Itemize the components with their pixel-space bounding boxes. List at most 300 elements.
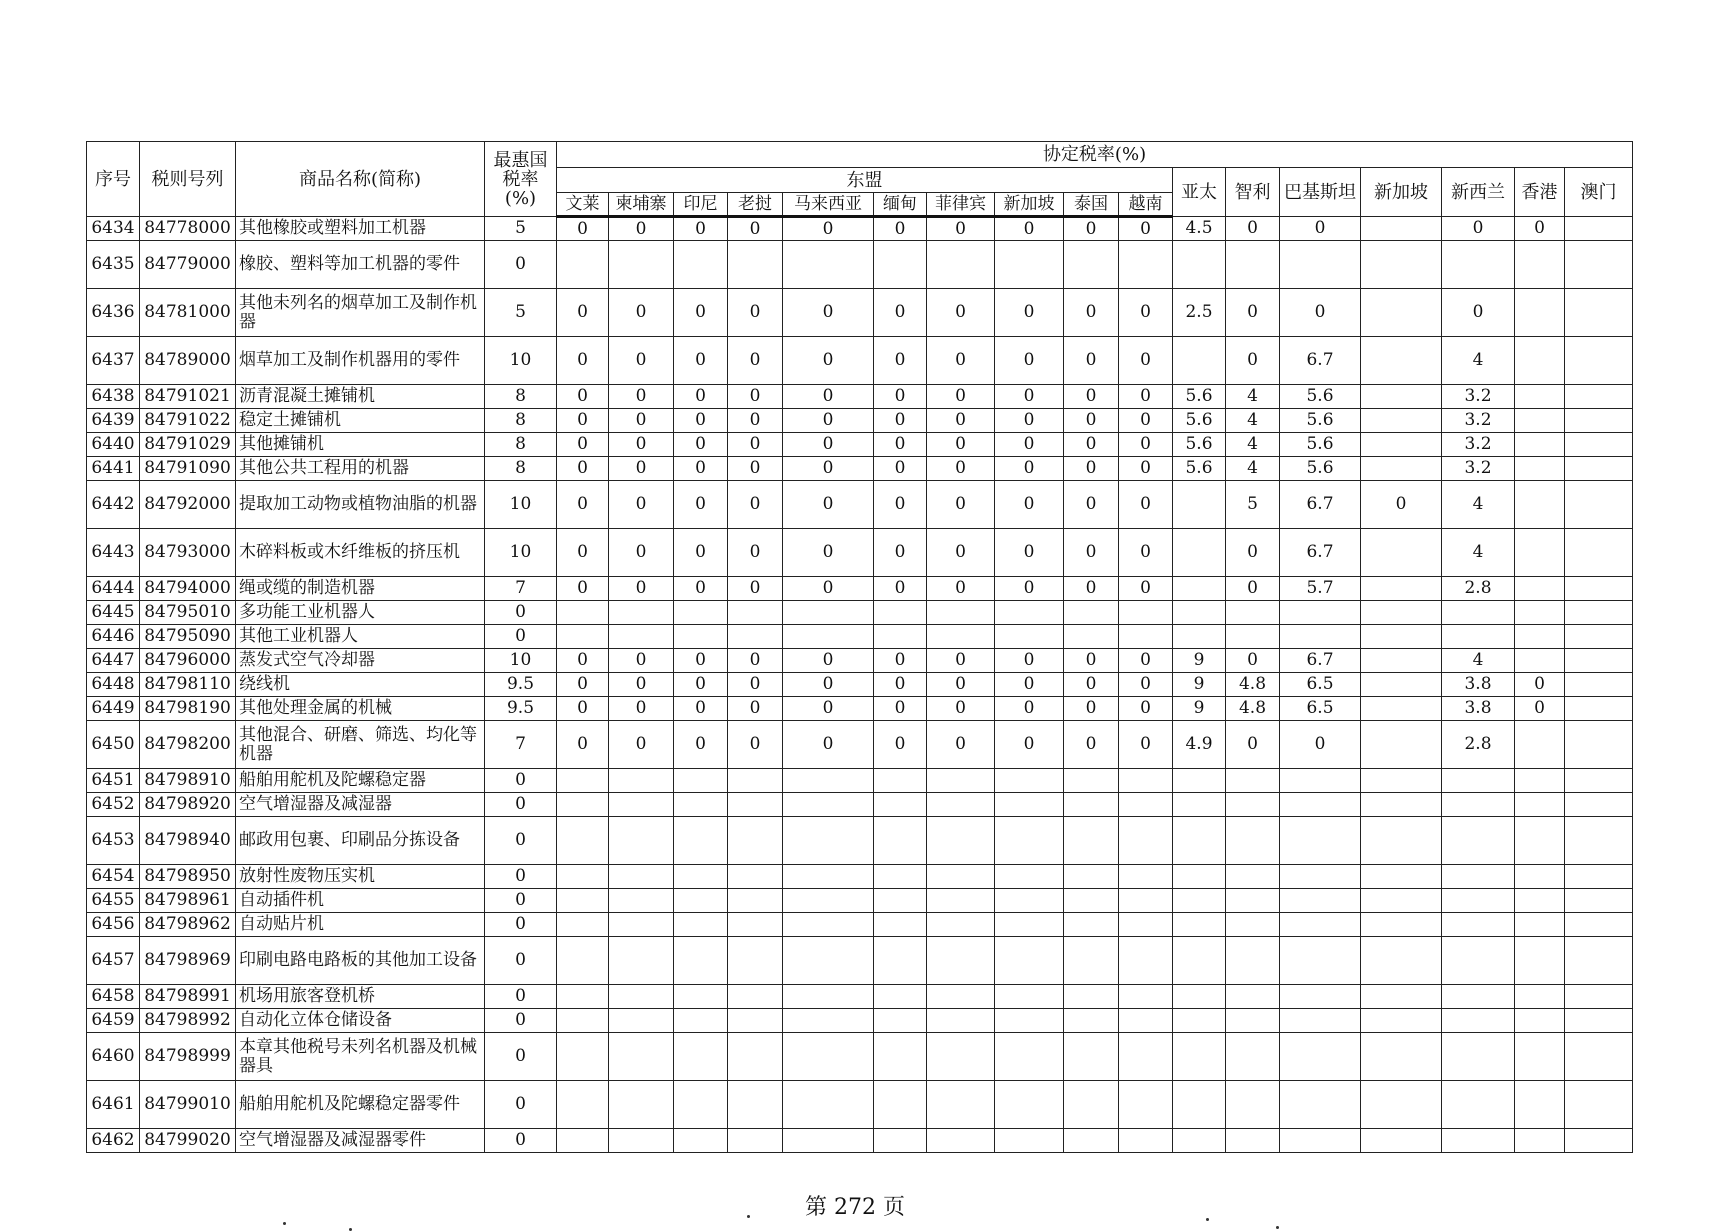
cell-rate-asean-malaysia	[783, 625, 874, 649]
table-row	[87, 1009, 1633, 1033]
cell-mfn: 0	[485, 793, 557, 817]
cell-seq: 6459	[87, 1009, 140, 1033]
cell-rate-new-zealand	[1442, 1033, 1515, 1081]
cell-rate-asean-indonesia	[674, 1033, 728, 1081]
cell-rate-macau	[1565, 793, 1633, 817]
cell-rate-new-zealand	[1442, 1129, 1515, 1153]
cell-rate-asean-philippines: 0	[927, 649, 995, 673]
cell-code: 84778000	[140, 217, 236, 241]
cell-rate-asean-cambodia: 0	[609, 385, 674, 409]
cell-rate-apta	[1173, 601, 1226, 625]
cell-seq: 6455	[87, 889, 140, 913]
cell-rate-singapore	[1361, 457, 1442, 481]
cell-rate-asean-vietnam	[1119, 889, 1173, 913]
cell-rate-asean-laos	[728, 625, 783, 649]
cell-rate-asean-philippines	[927, 1009, 995, 1033]
cell-rate-apta: 9	[1173, 673, 1226, 697]
cell-rate-asean-myanmar	[874, 817, 927, 865]
cell-rate-macau	[1565, 409, 1633, 433]
cell-rate-singapore	[1361, 625, 1442, 649]
cell-rate-singapore	[1361, 697, 1442, 721]
cell-rate-asean-cambodia: 0	[609, 577, 674, 601]
cell-rate-apta: 2.5	[1173, 289, 1226, 337]
header-other-4: 新西兰	[1442, 168, 1515, 217]
cell-rate-asean-cambodia: 0	[609, 337, 674, 385]
cell-rate-hong-kong	[1515, 625, 1565, 649]
cell-rate-singapore	[1361, 865, 1442, 889]
cell-rate-chile	[1226, 865, 1280, 889]
cell-code: 84794000	[140, 577, 236, 601]
cell-name: 船舶用舵机及陀螺稳定器	[236, 769, 485, 793]
cell-rate-asean-myanmar	[874, 1033, 927, 1081]
cell-rate-asean-thailand	[1064, 865, 1119, 889]
cell-rate-asean-singapore: 0	[995, 673, 1064, 697]
cell-rate-asean-brunei: 0	[557, 457, 609, 481]
table-row	[87, 865, 1633, 889]
cell-rate-asean-cambodia: 0	[609, 409, 674, 433]
cell-rate-chile	[1226, 793, 1280, 817]
cell-rate-asean-myanmar: 0	[874, 289, 927, 337]
cell-rate-asean-cambodia: 0	[609, 721, 674, 769]
cell-rate-asean-myanmar	[874, 1081, 927, 1129]
cell-rate-asean-thailand: 0	[1064, 409, 1119, 433]
cell-rate-hong-kong	[1515, 649, 1565, 673]
cell-rate-asean-philippines: 0	[927, 529, 995, 577]
cell-rate-asean-malaysia: 0	[783, 577, 874, 601]
table-row	[87, 673, 1633, 697]
cell-code: 84795090	[140, 625, 236, 649]
cell-rate-new-zealand	[1442, 1081, 1515, 1129]
cell-rate-pakistan	[1280, 625, 1361, 649]
cell-rate-asean-philippines: 0	[927, 433, 995, 457]
cell-rate-asean-philippines: 0	[927, 289, 995, 337]
cell-rate-asean-laos	[728, 769, 783, 793]
cell-rate-asean-singapore: 0	[995, 217, 1064, 241]
cell-rate-asean-vietnam: 0	[1119, 649, 1173, 673]
cell-rate-singapore	[1361, 241, 1442, 289]
cell-code: 84798190	[140, 697, 236, 721]
table-row	[87, 625, 1633, 649]
cell-rate-asean-myanmar	[874, 625, 927, 649]
cell-rate-asean-myanmar: 0	[874, 409, 927, 433]
cell-rate-asean-myanmar	[874, 937, 927, 985]
cell-rate-new-zealand: 0	[1442, 289, 1515, 337]
cell-rate-singapore	[1361, 433, 1442, 457]
cell-rate-asean-thailand	[1064, 1129, 1119, 1153]
cell-rate-hong-kong: 0	[1515, 697, 1565, 721]
cell-seq: 6454	[87, 865, 140, 889]
cell-rate-hong-kong	[1515, 529, 1565, 577]
cell-seq: 6462	[87, 1129, 140, 1153]
cell-rate-asean-philippines	[927, 241, 995, 289]
cell-seq: 6449	[87, 697, 140, 721]
cell-rate-asean-thailand	[1064, 1009, 1119, 1033]
cell-rate-asean-vietnam: 0	[1119, 457, 1173, 481]
cell-rate-apta	[1173, 793, 1226, 817]
cell-rate-singapore	[1361, 385, 1442, 409]
cell-rate-asean-singapore	[995, 1129, 1064, 1153]
cell-rate-asean-indonesia	[674, 889, 728, 913]
cell-rate-apta: 9	[1173, 697, 1226, 721]
cell-mfn: 0	[485, 817, 557, 865]
cell-rate-chile	[1226, 769, 1280, 793]
cell-rate-asean-indonesia: 0	[674, 529, 728, 577]
cell-code: 84796000	[140, 649, 236, 673]
cell-rate-asean-cambodia: 0	[609, 289, 674, 337]
cell-rate-chile: 4	[1226, 409, 1280, 433]
cell-rate-singapore	[1361, 409, 1442, 433]
cell-rate-apta	[1173, 1129, 1226, 1153]
cell-rate-new-zealand: 3.2	[1442, 409, 1515, 433]
cell-rate-asean-malaysia: 0	[783, 673, 874, 697]
cell-rate-asean-thailand	[1064, 1081, 1119, 1129]
cell-rate-asean-philippines: 0	[927, 673, 995, 697]
cell-rate-asean-philippines: 0	[927, 721, 995, 769]
header-asean-4: 马来西亚	[783, 193, 874, 217]
cell-rate-new-zealand	[1442, 817, 1515, 865]
cell-rate-asean-thailand: 0	[1064, 649, 1119, 673]
cell-rate-apta: 5.6	[1173, 385, 1226, 409]
cell-rate-asean-indonesia	[674, 985, 728, 1009]
cell-rate-asean-thailand: 0	[1064, 385, 1119, 409]
cell-rate-asean-laos: 0	[728, 337, 783, 385]
header-mfn-line2: 税率	[502, 168, 539, 190]
cell-rate-hong-kong	[1515, 793, 1565, 817]
cell-rate-macau	[1565, 913, 1633, 937]
cell-rate-asean-philippines	[927, 937, 995, 985]
cell-mfn: 0	[485, 985, 557, 1009]
cell-rate-asean-singapore: 0	[995, 697, 1064, 721]
cell-rate-asean-malaysia: 0	[783, 721, 874, 769]
cell-rate-asean-cambodia	[609, 793, 674, 817]
table-row	[87, 697, 1633, 721]
cell-rate-asean-brunei: 0	[557, 433, 609, 457]
cell-rate-asean-brunei	[557, 889, 609, 913]
cell-seq: 6460	[87, 1033, 140, 1081]
cell-rate-pakistan: 6.7	[1280, 649, 1361, 673]
cell-rate-asean-brunei	[557, 937, 609, 985]
cell-seq: 6444	[87, 577, 140, 601]
cell-rate-new-zealand	[1442, 865, 1515, 889]
cell-mfn: 7	[485, 721, 557, 769]
cell-code: 84792000	[140, 481, 236, 529]
cell-rate-asean-malaysia	[783, 1009, 874, 1033]
cell-rate-singapore	[1361, 937, 1442, 985]
cell-rate-asean-laos	[728, 817, 783, 865]
cell-rate-asean-myanmar: 0	[874, 673, 927, 697]
cell-rate-new-zealand	[1442, 985, 1515, 1009]
cell-rate-hong-kong	[1515, 1009, 1565, 1033]
table-row	[87, 529, 1633, 577]
header-mfn-rate	[485, 142, 557, 217]
header-other-0: 亚太	[1173, 168, 1226, 217]
cell-rate-asean-malaysia: 0	[783, 217, 874, 241]
cell-rate-new-zealand: 4	[1442, 337, 1515, 385]
cell-rate-pakistan: 6.7	[1280, 529, 1361, 577]
table-row	[87, 337, 1633, 385]
cell-rate-asean-singapore	[995, 817, 1064, 865]
cell-rate-asean-laos	[728, 1009, 783, 1033]
cell-name: 绳或缆的制造机器	[236, 577, 485, 601]
cell-rate-apta	[1173, 241, 1226, 289]
cell-rate-asean-philippines	[927, 1129, 995, 1153]
header-name: 商品名称(简称)	[236, 142, 485, 217]
cell-rate-apta: 4.5	[1173, 217, 1226, 241]
scan-speck	[1206, 1218, 1209, 1221]
cell-rate-chile: 4.8	[1226, 673, 1280, 697]
cell-code: 84798969	[140, 937, 236, 985]
cell-rate-chile	[1226, 1081, 1280, 1129]
cell-rate-asean-vietnam	[1119, 625, 1173, 649]
cell-rate-asean-vietnam	[1119, 913, 1173, 937]
cell-rate-asean-malaysia: 0	[783, 409, 874, 433]
header-asean-8: 泰国	[1064, 193, 1119, 217]
cell-rate-chile	[1226, 985, 1280, 1009]
cell-seq: 6445	[87, 601, 140, 625]
cell-rate-asean-vietnam	[1119, 1009, 1173, 1033]
cell-rate-asean-brunei: 0	[557, 649, 609, 673]
header-mfn-line3: (%)	[504, 187, 537, 209]
cell-name: 其他未列名的烟草加工及制作机器	[236, 289, 485, 337]
cell-rate-asean-indonesia	[674, 913, 728, 937]
cell-rate-chile: 0	[1226, 217, 1280, 241]
cell-code: 84798992	[140, 1009, 236, 1033]
cell-rate-pakistan	[1280, 241, 1361, 289]
tariff-sheet	[86, 141, 1632, 1175]
cell-rate-asean-thailand: 0	[1064, 217, 1119, 241]
cell-rate-asean-laos	[728, 241, 783, 289]
cell-code: 84781000	[140, 289, 236, 337]
cell-rate-asean-thailand: 0	[1064, 457, 1119, 481]
cell-rate-asean-myanmar	[874, 985, 927, 1009]
header-seq: 序号	[87, 142, 140, 217]
cell-rate-asean-vietnam	[1119, 1081, 1173, 1129]
cell-rate-singapore	[1361, 673, 1442, 697]
cell-rate-asean-myanmar	[874, 1009, 927, 1033]
cell-rate-macau	[1565, 289, 1633, 337]
cell-rate-asean-myanmar	[874, 865, 927, 889]
cell-code: 84798920	[140, 793, 236, 817]
header-other-3: 新加坡	[1361, 168, 1442, 217]
cell-rate-asean-indonesia: 0	[674, 289, 728, 337]
cell-rate-pakistan	[1280, 937, 1361, 985]
cell-rate-asean-thailand	[1064, 817, 1119, 865]
cell-rate-new-zealand	[1442, 889, 1515, 913]
cell-rate-apta: 9	[1173, 649, 1226, 673]
cell-rate-asean-singapore	[995, 985, 1064, 1009]
cell-seq: 6442	[87, 481, 140, 529]
cell-rate-asean-laos	[728, 1129, 783, 1153]
cell-rate-asean-singapore	[995, 1081, 1064, 1129]
cell-rate-asean-philippines	[927, 769, 995, 793]
cell-rate-asean-myanmar: 0	[874, 217, 927, 241]
cell-rate-apta	[1173, 817, 1226, 865]
cell-rate-asean-brunei: 0	[557, 673, 609, 697]
cell-rate-asean-cambodia: 0	[609, 697, 674, 721]
table-row	[87, 601, 1633, 625]
cell-rate-asean-cambodia	[609, 913, 674, 937]
cell-name: 船舶用舵机及陀螺稳定器零件	[236, 1081, 485, 1129]
cell-rate-chile: 0	[1226, 289, 1280, 337]
cell-code: 84791090	[140, 457, 236, 481]
cell-rate-asean-cambodia: 0	[609, 433, 674, 457]
cell-code: 84798950	[140, 865, 236, 889]
cell-rate-asean-singapore: 0	[995, 433, 1064, 457]
cell-rate-chile: 0	[1226, 721, 1280, 769]
cell-name: 空气增湿器及减湿器零件	[236, 1129, 485, 1153]
cell-rate-hong-kong	[1515, 865, 1565, 889]
cell-seq: 6446	[87, 625, 140, 649]
cell-rate-pakistan: 6.5	[1280, 697, 1361, 721]
cell-rate-asean-indonesia	[674, 1081, 728, 1129]
cell-rate-chile	[1226, 1009, 1280, 1033]
cell-rate-new-zealand: 4	[1442, 529, 1515, 577]
cell-rate-macau	[1565, 889, 1633, 913]
cell-rate-asean-indonesia: 0	[674, 409, 728, 433]
cell-rate-new-zealand: 3.2	[1442, 433, 1515, 457]
cell-name: 邮政用包裹、印刷品分拣设备	[236, 817, 485, 865]
cell-rate-macau	[1565, 577, 1633, 601]
cell-name: 自动插件机	[236, 889, 485, 913]
cell-rate-chile	[1226, 889, 1280, 913]
cell-rate-asean-thailand	[1064, 889, 1119, 913]
cell-rate-macau	[1565, 241, 1633, 289]
cell-rate-asean-vietnam: 0	[1119, 481, 1173, 529]
cell-rate-macau	[1565, 457, 1633, 481]
cell-rate-asean-malaysia	[783, 913, 874, 937]
cell-rate-asean-myanmar: 0	[874, 721, 927, 769]
cell-rate-hong-kong: 0	[1515, 673, 1565, 697]
cell-name: 提取加工动物或植物油脂的机器	[236, 481, 485, 529]
cell-rate-asean-philippines: 0	[927, 481, 995, 529]
cell-rate-apta	[1173, 1033, 1226, 1081]
cell-rate-asean-laos: 0	[728, 385, 783, 409]
cell-rate-asean-singapore	[995, 1033, 1064, 1081]
cell-rate-pakistan	[1280, 601, 1361, 625]
cell-rate-asean-vietnam: 0	[1119, 337, 1173, 385]
cell-rate-asean-vietnam	[1119, 985, 1173, 1009]
cell-rate-asean-myanmar: 0	[874, 385, 927, 409]
cell-rate-asean-brunei: 0	[557, 409, 609, 433]
cell-rate-asean-malaysia	[783, 601, 874, 625]
cell-rate-chile: 4.8	[1226, 697, 1280, 721]
cell-rate-asean-brunei: 0	[557, 697, 609, 721]
cell-mfn: 5	[485, 217, 557, 241]
cell-rate-singapore	[1361, 649, 1442, 673]
table-row	[87, 385, 1633, 409]
header-other-2: 巴基斯坦	[1280, 168, 1361, 217]
cell-rate-asean-indonesia	[674, 1009, 728, 1033]
cell-rate-chile	[1226, 1129, 1280, 1153]
cell-rate-asean-thailand: 0	[1064, 577, 1119, 601]
table-row	[87, 985, 1633, 1009]
cell-rate-asean-laos: 0	[728, 649, 783, 673]
cell-rate-apta	[1173, 577, 1226, 601]
cell-rate-hong-kong	[1515, 817, 1565, 865]
cell-mfn: 0	[485, 1033, 557, 1081]
cell-rate-new-zealand: 3.2	[1442, 457, 1515, 481]
cell-rate-macau	[1565, 1129, 1633, 1153]
cell-rate-chile: 0	[1226, 529, 1280, 577]
cell-rate-chile: 0	[1226, 337, 1280, 385]
cell-rate-asean-thailand	[1064, 1033, 1119, 1081]
cell-seq: 6458	[87, 985, 140, 1009]
cell-rate-asean-indonesia: 0	[674, 721, 728, 769]
cell-rate-asean-laos: 0	[728, 433, 783, 457]
cell-rate-asean-thailand: 0	[1064, 481, 1119, 529]
cell-rate-hong-kong	[1515, 409, 1565, 433]
cell-code: 84779000	[140, 241, 236, 289]
cell-rate-asean-myanmar	[874, 769, 927, 793]
table-row	[87, 721, 1633, 769]
cell-rate-asean-thailand	[1064, 913, 1119, 937]
cell-mfn: 10	[485, 529, 557, 577]
cell-rate-hong-kong: 0	[1515, 217, 1565, 241]
cell-rate-new-zealand: 4	[1442, 649, 1515, 673]
cell-rate-apta	[1173, 913, 1226, 937]
cell-rate-macau	[1565, 649, 1633, 673]
cell-rate-asean-malaysia: 0	[783, 697, 874, 721]
cell-rate-macau	[1565, 481, 1633, 529]
cell-rate-asean-thailand	[1064, 985, 1119, 1009]
cell-rate-asean-brunei	[557, 865, 609, 889]
table-row	[87, 289, 1633, 337]
cell-rate-asean-brunei	[557, 817, 609, 865]
cell-mfn: 8	[485, 433, 557, 457]
cell-rate-macau	[1565, 1081, 1633, 1129]
cell-rate-asean-brunei	[557, 1129, 609, 1153]
cell-rate-hong-kong	[1515, 337, 1565, 385]
cell-rate-asean-vietnam: 0	[1119, 721, 1173, 769]
cell-seq: 6436	[87, 289, 140, 337]
cell-mfn: 8	[485, 409, 557, 433]
cell-rate-hong-kong	[1515, 721, 1565, 769]
cell-rate-pakistan	[1280, 817, 1361, 865]
table-row	[87, 481, 1633, 529]
cell-rate-chile: 0	[1226, 577, 1280, 601]
cell-rate-asean-indonesia	[674, 769, 728, 793]
cell-rate-asean-cambodia	[609, 937, 674, 985]
cell-rate-singapore	[1361, 577, 1442, 601]
cell-rate-asean-malaysia	[783, 865, 874, 889]
cell-rate-singapore	[1361, 985, 1442, 1009]
cell-rate-asean-singapore: 0	[995, 289, 1064, 337]
cell-rate-pakistan: 0	[1280, 217, 1361, 241]
page-number: 第 272 页	[805, 1195, 905, 1220]
cell-rate-asean-myanmar	[874, 913, 927, 937]
header-asean-7: 新加坡	[995, 193, 1064, 217]
cell-rate-asean-cambodia	[609, 817, 674, 865]
cell-rate-pakistan	[1280, 985, 1361, 1009]
header-asean-1: 柬埔寨	[609, 193, 674, 217]
cell-rate-asean-brunei	[557, 1033, 609, 1081]
cell-rate-macau	[1565, 769, 1633, 793]
cell-rate-asean-laos	[728, 985, 783, 1009]
cell-rate-asean-cambodia	[609, 1009, 674, 1033]
cell-seq: 6441	[87, 457, 140, 481]
cell-rate-asean-malaysia: 0	[783, 457, 874, 481]
cell-rate-asean-laos	[728, 937, 783, 985]
cell-mfn: 9.5	[485, 673, 557, 697]
cell-rate-asean-brunei	[557, 1081, 609, 1129]
cell-mfn: 0	[485, 1009, 557, 1033]
cell-rate-macau	[1565, 625, 1633, 649]
cell-rate-asean-philippines	[927, 985, 995, 1009]
cell-rate-asean-laos: 0	[728, 481, 783, 529]
cell-rate-asean-singapore	[995, 793, 1064, 817]
cell-rate-singapore	[1361, 817, 1442, 865]
cell-code: 84791021	[140, 385, 236, 409]
